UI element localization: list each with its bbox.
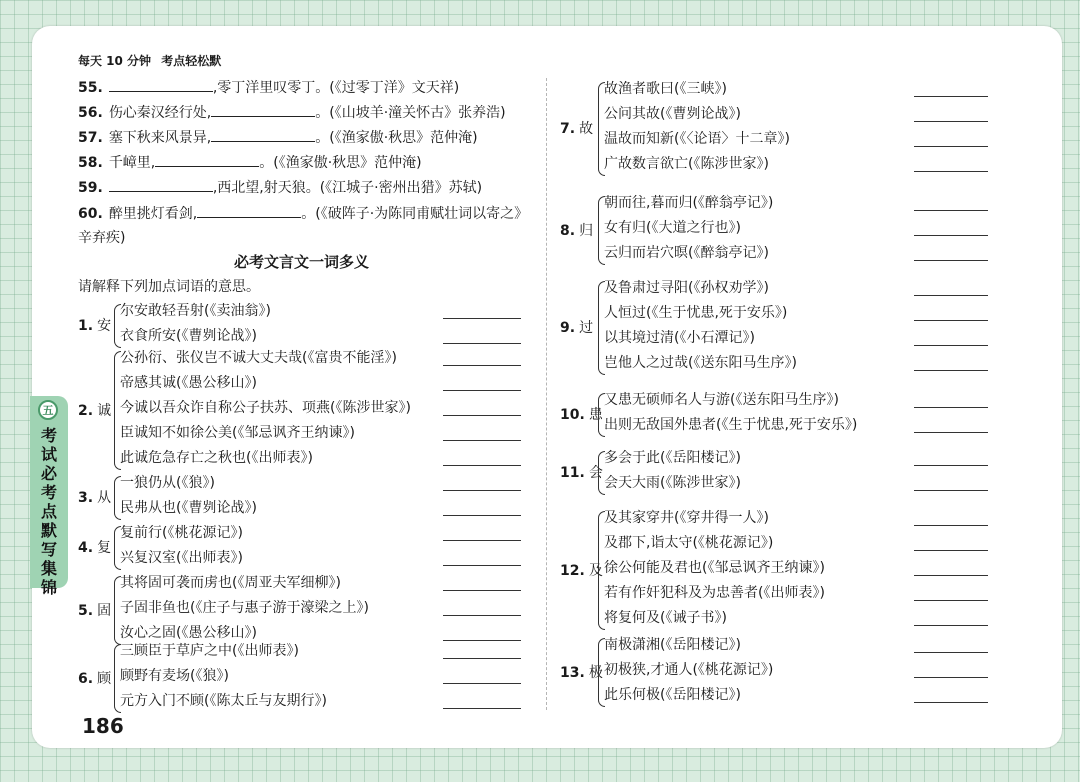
example-sentence: 女有归(《大道之行也》) bbox=[604, 220, 741, 236]
word-group-number bbox=[560, 462, 603, 482]
target-word: 从 bbox=[97, 490, 112, 506]
example-sentence: 衣食所安(《曹刿论战》) bbox=[120, 328, 257, 344]
example-sentence: 公孙衍、张仪岂不诚大丈夫哉(《富贵不能淫》) bbox=[120, 350, 397, 366]
instruction-text: 请解释下列加点词语的意思。 bbox=[78, 279, 260, 295]
answer-line[interactable] bbox=[443, 490, 521, 491]
answer-line[interactable] bbox=[914, 525, 988, 526]
example-sentence: 将复何及(《诫子书》) bbox=[604, 610, 727, 626]
answer-line[interactable] bbox=[443, 708, 521, 709]
page-header bbox=[78, 52, 227, 69]
question-number: 59. bbox=[78, 180, 103, 196]
question-text-before: 醉里挑灯看剑, bbox=[108, 206, 198, 222]
example-sentence: 及郡下,诣太守(《桃花源记》) bbox=[604, 535, 774, 551]
group-number: 11. bbox=[560, 465, 585, 481]
answer-line[interactable] bbox=[914, 702, 988, 703]
word-group-number bbox=[560, 560, 603, 580]
side-tab-label: 考试必考点默写集锦 bbox=[40, 426, 57, 597]
example-sentence: 兴复汉室(《出师表》) bbox=[120, 550, 243, 566]
fill-in-question-59 bbox=[78, 177, 482, 198]
answer-line[interactable] bbox=[914, 210, 988, 211]
answer-blank[interactable] bbox=[155, 152, 259, 167]
question-text-before: 千嶂里, bbox=[108, 155, 156, 171]
example-sentence: 若有作奸犯科及为忠善者(《出师表》) bbox=[604, 585, 825, 601]
word-group-number bbox=[78, 315, 111, 335]
example-sentence: 广故数言欲亡(《陈涉世家》) bbox=[604, 156, 769, 172]
group-number: 2. bbox=[78, 402, 94, 419]
example-sentence: 此乐何极(《岳阳楼记》) bbox=[604, 687, 741, 703]
question-number: 56. bbox=[78, 105, 103, 121]
example-sentence: 子固非鱼也(《庄子与惠子游于濠梁之上》) bbox=[120, 600, 369, 616]
answer-line[interactable] bbox=[914, 550, 988, 551]
target-word: 诚 bbox=[97, 402, 112, 419]
group-number: 9. bbox=[560, 320, 576, 336]
example-sentence: 岂他人之过哉(《送东阳马生序》) bbox=[604, 355, 797, 371]
question-text-after: ,西北望,射天狼。(《江城子·密州出猎》苏轼) bbox=[212, 180, 483, 196]
answer-blank[interactable] bbox=[109, 177, 213, 192]
word-group-number bbox=[560, 404, 603, 424]
example-sentence: 尔安敢轻吾射(《卖油翁》) bbox=[120, 303, 271, 319]
example-sentence: 出则无敌国外患者(《生于忧患,死于安乐》) bbox=[604, 417, 858, 433]
question-number: 58. bbox=[78, 155, 103, 171]
section-title: 必考文言文一词多义 bbox=[234, 253, 370, 271]
example-sentence: 及其家穿井(《穿井得一人》) bbox=[604, 510, 769, 526]
target-word: 归 bbox=[579, 222, 594, 239]
example-sentence: 元方入门不顾(《陈太丘与友期行》) bbox=[120, 693, 327, 709]
group-number: 4. bbox=[78, 540, 94, 556]
group-number: 1. bbox=[78, 318, 94, 334]
example-sentence: 公问其故(《曹刿论战》) bbox=[604, 106, 741, 122]
question-number: 55. bbox=[78, 80, 103, 96]
word-group-number bbox=[560, 317, 593, 337]
answer-blank[interactable] bbox=[211, 127, 315, 142]
example-sentence: 一狼仍从(《狼》) bbox=[120, 475, 215, 491]
example-sentence: 温故而知新(《〈论语〉十二章》) bbox=[604, 131, 790, 147]
target-word: 过 bbox=[579, 320, 594, 336]
question-text-after: ,零丁洋里叹零丁。(《过零丁洋》文天祥) bbox=[212, 80, 460, 96]
header-part1: 每天 10 分钟 bbox=[78, 54, 152, 68]
fill-in-question-56 bbox=[78, 102, 506, 123]
example-sentence: 臣诚知不如徐公美(《邹忌讽齐王纳谏》) bbox=[120, 425, 355, 441]
answer-line[interactable] bbox=[443, 390, 521, 391]
answer-line[interactable] bbox=[914, 677, 988, 678]
word-group-number bbox=[560, 662, 603, 682]
answer-line[interactable] bbox=[443, 415, 521, 416]
group-number: 5. bbox=[78, 602, 94, 619]
answer-line[interactable] bbox=[443, 515, 521, 516]
target-word: 复 bbox=[97, 540, 112, 556]
answer-line[interactable] bbox=[914, 407, 988, 408]
word-group-number bbox=[560, 220, 593, 240]
answer-line[interactable] bbox=[914, 490, 988, 491]
word-group-number bbox=[78, 600, 111, 620]
example-sentence: 三顾臣于草庐之中(《出师表》) bbox=[120, 643, 299, 659]
answer-blank[interactable] bbox=[211, 102, 315, 117]
header-part2: 考点轻松默 bbox=[161, 54, 222, 68]
answer-line[interactable] bbox=[914, 146, 988, 147]
target-word: 极 bbox=[588, 664, 603, 681]
example-sentence: 及鲁肃过寻阳(《孙权劝学》) bbox=[604, 280, 769, 296]
example-sentence: 人恒过(《生于忧患,死于安乐》) bbox=[604, 305, 788, 321]
answer-line[interactable] bbox=[443, 465, 521, 466]
answer-line[interactable] bbox=[443, 658, 521, 659]
target-word: 故 bbox=[579, 121, 594, 137]
example-sentence: 又患无硕师名人与游(《送东阳马生序》) bbox=[604, 392, 839, 408]
example-sentence: 汝心之固(《愚公移山》) bbox=[120, 625, 257, 641]
answer-line[interactable] bbox=[914, 121, 988, 122]
answer-line[interactable] bbox=[914, 320, 988, 321]
word-group-number bbox=[78, 400, 111, 420]
question-text-after: 。(《渔家傲·秋思》范仲淹) bbox=[315, 130, 478, 146]
question-text-after: 。(《渔家傲·秋思》范仲淹) bbox=[259, 155, 422, 171]
answer-line[interactable] bbox=[914, 295, 988, 296]
answer-line[interactable] bbox=[914, 260, 988, 261]
example-sentence: 复前行(《桃花源记》) bbox=[120, 525, 243, 541]
answer-blank[interactable] bbox=[109, 77, 213, 92]
example-sentence: 朝而往,暮而归(《醉翁亭记》) bbox=[604, 195, 774, 211]
answer-line[interactable] bbox=[443, 615, 521, 616]
example-sentence: 帝感其诚(《愚公移山》) bbox=[120, 375, 257, 391]
answer-line[interactable] bbox=[914, 600, 988, 601]
example-sentence: 初极狭,才通人(《桃花源记》) bbox=[604, 662, 774, 678]
answer-line[interactable] bbox=[443, 318, 521, 319]
target-word: 顾 bbox=[97, 670, 112, 687]
target-word: 固 bbox=[97, 602, 112, 619]
fill-in-question-60 bbox=[78, 202, 538, 250]
answer-line[interactable] bbox=[443, 365, 521, 366]
question-text-before: 塞下秋来风景异, bbox=[108, 130, 212, 146]
example-sentence: 多会于此(《岳阳楼记》) bbox=[604, 450, 741, 466]
answer-line[interactable] bbox=[443, 343, 521, 344]
word-group-number bbox=[78, 487, 111, 507]
answer-line[interactable] bbox=[914, 171, 988, 172]
answer-line[interactable] bbox=[914, 96, 988, 97]
word-group-number bbox=[78, 668, 111, 688]
group-number: 3. bbox=[78, 490, 94, 506]
group-number: 12. bbox=[560, 562, 585, 579]
group-number: 7. bbox=[560, 121, 576, 137]
fill-in-question-58 bbox=[78, 152, 422, 173]
answer-line[interactable] bbox=[443, 640, 521, 641]
example-sentence: 其将固可袭而虏也(《周亚夫军细柳》) bbox=[120, 575, 341, 591]
example-sentence: 云归而岩穴暝(《醉翁亭记》) bbox=[604, 245, 769, 261]
answer-line[interactable] bbox=[914, 432, 988, 433]
chapter-badge-icon: 五 bbox=[38, 400, 58, 420]
example-sentence: 南极潇湘(《岳阳楼记》) bbox=[604, 637, 741, 653]
fill-in-question-55 bbox=[78, 77, 459, 98]
group-number: 8. bbox=[560, 222, 576, 239]
question-text-before: 伤心秦汉经行处, bbox=[108, 105, 212, 121]
fill-in-question-57 bbox=[78, 127, 478, 148]
group-number: 13. bbox=[560, 664, 585, 681]
target-word: 会 bbox=[588, 465, 603, 481]
answer-line[interactable] bbox=[443, 540, 521, 541]
answer-line[interactable] bbox=[914, 625, 988, 626]
answer-line[interactable] bbox=[443, 683, 521, 684]
answer-line[interactable] bbox=[914, 235, 988, 236]
column-divider bbox=[546, 78, 547, 710]
example-sentence: 顾野有麦场(《狼》) bbox=[120, 668, 229, 684]
target-word: 安 bbox=[97, 318, 112, 334]
example-sentence: 徐公何能及君也(《邹忌讽齐王纳谏》) bbox=[604, 560, 825, 576]
answer-line[interactable] bbox=[443, 590, 521, 591]
example-sentence: 会天大雨(《陈涉世家》) bbox=[604, 475, 741, 491]
example-sentence: 此诚危急存亡之秋也(《出师表》) bbox=[120, 450, 313, 466]
answer-line[interactable] bbox=[443, 440, 521, 441]
question-text-after: 。(《山坡羊·潼关怀古》张养浩) bbox=[315, 105, 506, 121]
answer-blank[interactable] bbox=[197, 203, 301, 218]
question-number: 60. bbox=[78, 206, 103, 222]
answer-line[interactable] bbox=[914, 465, 988, 466]
answer-line[interactable] bbox=[914, 575, 988, 576]
answer-line[interactable] bbox=[914, 370, 988, 371]
answer-line[interactable] bbox=[914, 652, 988, 653]
example-sentence: 以其境过清(《小石潭记》) bbox=[604, 330, 755, 346]
word-group-number bbox=[560, 118, 593, 138]
question-text-after: 。(《破阵子·为陈同甫赋壮词以寄之》辛弃疾) bbox=[78, 206, 529, 246]
question-number: 57. bbox=[78, 130, 103, 146]
group-number: 6. bbox=[78, 670, 94, 687]
word-group-number bbox=[78, 537, 111, 557]
example-sentence: 今诚以吾众诈自称公子扶苏、项燕(《陈涉世家》) bbox=[120, 400, 411, 416]
example-sentence: 民弗从也(《曹刿论战》) bbox=[120, 500, 257, 516]
example-sentence: 故渔者歌曰(《三峡》) bbox=[604, 81, 727, 97]
answer-line[interactable] bbox=[443, 565, 521, 566]
target-word: 及 bbox=[588, 562, 603, 579]
answer-line[interactable] bbox=[914, 345, 988, 346]
target-word: 患 bbox=[588, 407, 603, 423]
group-number: 10. bbox=[560, 407, 585, 423]
page-number: 186 bbox=[82, 714, 124, 738]
